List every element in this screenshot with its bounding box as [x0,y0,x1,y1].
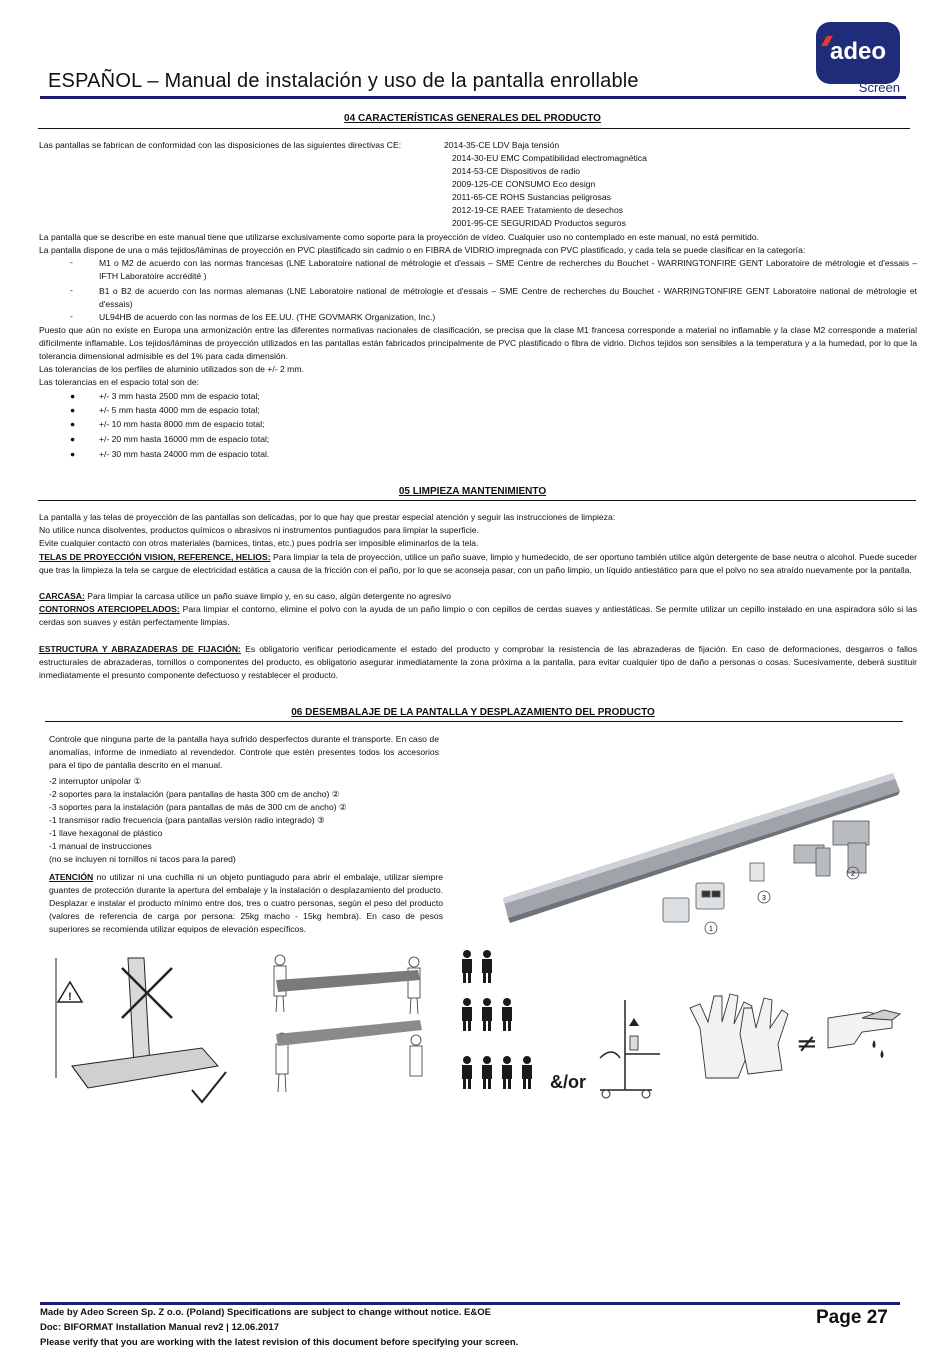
dash-marker: - [70,311,73,321]
bullet-dot: ● [70,449,76,459]
classification-item: M1 o M2 de acuerdo con las normas francesas (LNE Laboratoire national de métrologie et d'essais – SME Centre de recherches du Bouchet - WARRINGTONFIRE GENT Laboratoire de métrologie et d'essais – IFTH Laboratoire accrédité ) [99,258,917,282]
cleaning-intro: La pantalla y las telas de proyección de las pantallas son delicadas, por lo que hay que prestar especial atención y seguir las instrucciones de limpieza: [39,512,616,522]
directive-item: 2009-125-CE CONSUMO Eco design [452,179,596,189]
bullet-dot: ● [70,405,76,415]
section-04-rule [38,128,910,129]
remote-transmitter-icon [750,863,764,881]
person-icon [502,998,512,1031]
directive-item: 2014-35-CE LDV Baja tensión [444,140,560,150]
accessory-item: -1 transmisor radio frecuencia (para pantallas versión radio integrado) ③ [49,815,325,825]
directive-item: 2001-95-CE SEGURIDAD Productos seguros [452,218,626,228]
footer-manufacturer: Made by Adeo Screen Sp. Z o.o. (Poland) Specifications are subject to change without notice. E&OE [40,1307,491,1318]
fabric-paragraph: La pantalla dispone de una o más tejidos/láminas de proyección en PVC plastificado sin cadmio o en FIBRA de VIDRIO impregnada con PVC plastificado, y cada tela se puede clasificar en la categoría: [39,245,806,255]
section-06-rule [45,721,903,722]
person-icon [522,1056,532,1089]
harmonization-paragraph: Puesto que aún no existe en Europa una armonización entre las diferentes normativas nacionales de clasificación, se precisa que la clase M1 francesa corresponde a material no inflamable y la clase M2 corresponde a material difícilmente inflamable. Los tejidos/láminas de proyección utilizados en las pantallas están fabricados principalmente de PVC plastificado o fibra de vidrio. Dichos tejidos son sensibles a la temperatura y a la humedad, por lo que la tolerancia dimensional admisible es del 1% para cada dimensión. [39,325,917,362]
tolerance-item: +/- 10 mm hasta 8000 mm de espacio total; [99,419,265,429]
attention-paragraph [49,871,443,936]
classification-item: UL94HB de acuerdo con las normas de los EE.UU. (THE GOVMARK Organization, Inc.) [99,312,436,322]
aluminium-tolerance: Las tolerancias de los perfiles de aluminio utilizados son de +/- 2 mm. [39,364,304,374]
bullet-dot: ● [70,391,76,401]
person-icon [462,950,472,983]
housing-cleaning-paragraph [39,590,917,603]
blood-drop-icon [873,1040,876,1048]
section-05-rule [38,500,916,501]
two-person-carry-illustration [262,950,432,1100]
person-icon [462,1056,472,1089]
person-icon [502,1056,512,1089]
directives-intro: Las pantallas se fabrican de conformidad con las disposiciones de las siguientes directivas CE: [39,140,402,150]
footer-divider [40,1302,900,1305]
usage-paragraph: La pantalla que se describe en este manual tiene que utilizarse exclusivamente como soporte para la proyección de vídeo. Cualquier uso no contemplado en este manual, no está permitido. [39,232,759,242]
section-04-title: 04 CARACTERÍSTICAS GENERALES DEL PRODUCTO [344,113,601,124]
velvet-border-text: Para limpiar el contorno, elimine el polvo con la ayuda de un paño limpio o con cepillos de cerdas suaves y antiestáticas. Se permite utilizar un cepillo instalado en una aspiradora sólo si las cerdas son suaves y están perfectamente limpias. [39,604,917,628]
no-blade-warning-illustration [42,948,228,1108]
structure-paragraph [39,643,917,683]
page-title: ESPAÑOL – Manual de instalación y uso de la pantalla enrollable [48,70,639,92]
arrow-up-icon [629,1018,639,1026]
section-05-title: 05 LIMPIEZA MANTENIMIENTO [398,486,547,497]
cut-hand-icon [828,1010,900,1048]
directive-item: 2014-30-EU EMC Compatibilidad electromagnética [452,153,647,163]
transport-check-paragraph: Controle que ninguna parte de la pantalla haya sufrido desperfectos durante el transporte. En caso de anomalías, informe de inmediato al revendedor. Controle que estén presentes todos los accesorios para el tipo de pantalla descrito en el manual. [49,734,439,770]
person-icon [482,950,492,983]
directive-item: 2012-19-CE RAEE Tratamiento de desechos [452,205,624,215]
tolerance-item: +/- 5 mm hasta 4000 mm de espacio total; [99,405,260,415]
footer-doc-ref: Doc: BIFORMAT Installation Manual rev2 | 12.06.2017 [40,1322,279,1333]
classification-item: B1 o B2 de acuerdo con las normas alemanas (LNE Laboratoire national de métrologie et d'essais – SME Centre de recherches du Bouchet - WARRINGTONFIRE GENT Laboratoire national de métrologie et d'essais) [99,286,917,310]
footer-revision-note: Please verify that you are working with the latest revision of this document before specifying your screen. [40,1337,519,1348]
header-divider [40,96,906,99]
accessory-item: -1 manual de instrucciones [49,841,152,851]
bullet-dot: ● [70,434,76,444]
accessory-item: -2 interruptor unipolar ① [49,776,142,786]
callout-label: 2 [851,871,855,878]
tolerance-item: +/- 20 mm hasta 16000 mm de espacio total; [99,434,270,444]
cleaning-contact-warning: Evite cualquier contacto con otros materiales (barnices, tintas, etc.) pues podría ser imposible eliminarlos de la tela. [39,538,479,548]
logo-subtitle: Screen [858,80,900,95]
accessory-item: -1 llave hexagonal de plástico [49,828,163,838]
page-number: Page 27 [816,1307,888,1328]
product-components-illustration [498,733,908,945]
lift-equipment-illustration [590,998,665,1100]
tolerance-item: +/- 30 mm hasta 24000 mm de espacio total. [99,449,270,459]
adeo-logo [810,22,906,102]
accessory-note: (no se incluyen ni tornillos ni tacos para la pared) [49,854,236,864]
section-06-title: 06 DESEMBALAJE DE LA PANTALLA Y DESPLAZAMIENTO DEL PRODUCTO [291,707,655,718]
velvet-border-label: CONTORNOS ATERCIOPELADOS: [39,604,180,614]
attention-label: ATENCIÓN [49,872,94,882]
fabric-cleaning-paragraph [39,551,917,577]
velvet-border-paragraph [39,603,917,629]
person-icon [482,1056,492,1089]
fabric-cleaning-label: TELAS DE PROYECCIÓN VISION, REFERENCE, HELIOS: [39,552,271,562]
dash-marker: - [70,285,73,295]
person-icon [462,998,472,1031]
attention-text: no utilizar ni una cuchilla ni un objeto puntiagudo para abrir el embalaje, utilizar siempre guantes de protección durante la apertura del embalaje y la instalación o desplazamiento del producto. Desplazar e instalar el producto mínimo entre dos, tres o cuatro personas, según el peso del producto (valores de referencia de carga por persona: 25kg macho - 15kg hembra). En caso de pesos superiores se recomienda utilizar equipos de elevación específicos. [49,872,443,934]
logo-text: adeo [829,38,886,65]
callout-label: 1 [709,926,713,933]
housing-cleaning-text: Para limpiar la carcasa utilice un paño suave limpio y, en su caso, algún detergente no agresivo [84,591,452,601]
svg-text:!: ! [68,991,72,1003]
warning-triangle-icon [58,982,82,1003]
accessory-item: -2 soportes para la instalación (para pantallas de hasta 300 cm de ancho) ② [49,789,340,799]
person-icon [482,998,492,1031]
fabric-cleaning-text: Para limpiar la tela de proyección, utilice un paño suave, limpio y humedecido, de ser oportuno también utilice algún detergente de base neutra o alcohol. Puede suceder que tras la limpieza la tela se cargue de electricidad estática a causa de la fricción con el paño, por lo que se aconseja pasar, con un paño limpio, un líquido antiestático para que el polvo no sea atraído nuevamente por la pantalla. [39,552,917,576]
directive-item: 2011-65-CE ROHS Sustancias peligrosas [452,192,611,202]
structure-text: Es obligatorio verificar periodicamente el estado del producto y comprobar la resistencia de las abrazaderas de fijación. En caso de deformaciones, desgarros o fallos estructurales de abrazaderas, tornillos o componentes del producto, es obligatorio asegurar inmediatamente la zona próxima a la pantalla, para evitar cualquier tipo de daño a personas o cosas. Sucesivamente, deberá sustituir inmediatamente el presunto componente defectuoso y restablecer el producto. [39,644,917,681]
protective-gloves-illustration [678,988,903,1082]
not-equal-icon: ≠ [796,1029,818,1059]
gloves-icon [690,994,788,1078]
and-or-label: &/or [550,1072,586,1092]
checkmark-icon [192,1072,226,1102]
space-tolerance-intro: Las tolerancias en el espacio total son de: [39,377,200,387]
callout-label: 3 [762,895,766,902]
housing-cleaning-label: CARCASA: [39,591,85,601]
accessory-item: -3 soportes para la instalación (para pantallas de más de 300 cm de ancho) ② [49,802,347,812]
directive-item: 2014-53-CE Dispositivos de radio [452,166,581,176]
tolerance-item: +/- 3 mm hasta 2500 mm de espacio total; [99,391,260,401]
bullet-dot: ● [70,419,76,429]
cleaning-warning: No utilice nunca disolventes, productos químicos o abrasivos ni instrumentos puntiagudos para limpiar la superficie. [39,525,479,535]
dash-marker: - [70,257,73,267]
structure-label: ESTRUCTURA Y ABRAZADERAS DE FIJACIÓN: [39,644,241,654]
